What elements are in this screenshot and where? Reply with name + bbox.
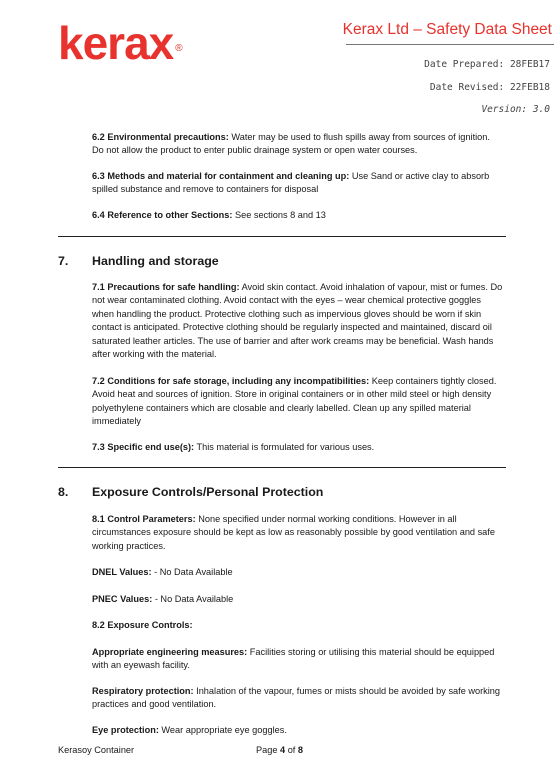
- section-6-2-label: 6.2 Environmental precautions:: [92, 132, 229, 142]
- eye-protection-text: Wear appropriate eye goggles.: [158, 725, 287, 735]
- header-divider: [346, 44, 554, 45]
- engineering-measures-text: Facilities storing or utilising this material should be equipped with an eyewash facility.: [92, 647, 495, 671]
- pnec-values: [92, 593, 504, 606]
- date-prepared: Date Prepared: 28FEB17: [424, 59, 550, 70]
- section-6-4-label: 6.4 Reference to other Sections:: [92, 210, 233, 220]
- section-6-2-text: Water may be used to flush spills away from sources of ignition. Do not allow the product to enter public drainage system or open water courses.: [92, 132, 490, 156]
- dnel-text: - No Data Available: [151, 567, 233, 577]
- document-title: Kerax Ltd – Safety Data Sheet: [342, 21, 552, 38]
- section-divider: [58, 236, 506, 237]
- dnel-label: DNEL Values:: [92, 567, 152, 577]
- page-current: 4: [280, 745, 286, 755]
- version-label: Version: 3.0: [481, 104, 550, 115]
- section-6-3-paragraph: [92, 170, 504, 197]
- section-8-2-label: 8.2 Exposure Controls:: [92, 620, 193, 630]
- section-8-1-text: None specified under normal working conditions. However in all circumstances exposure should be kept as low as reasonably possible by good ventilation and safe working practices.: [92, 514, 495, 551]
- section-7-3-paragraph: [92, 441, 504, 454]
- section-7-3-text: This material is formulated for various uses.: [194, 442, 375, 452]
- page-prefix: Page: [256, 745, 281, 755]
- dnel-values: [92, 566, 504, 579]
- section-6-3-label: 6.3 Methods and material for containment and cleaning up:: [92, 171, 350, 181]
- section-8-2-heading: [92, 619, 504, 632]
- date-revised: Date Revised: 22FEB18: [429, 82, 550, 93]
- section-8-title: Exposure Controls/Personal Protection: [92, 485, 324, 499]
- page-total: 8: [297, 745, 304, 755]
- section-7-number: 7.: [58, 254, 69, 268]
- section-7-1-paragraph: [92, 281, 504, 361]
- kerax-logo: [58, 17, 182, 69]
- section-divider: [58, 467, 506, 468]
- section-7-3-label: 7.3 Specific end use(s):: [92, 442, 195, 452]
- eye-protection-label: Eye protection:: [92, 725, 159, 735]
- footer-product-name: Kerasoy Container: [58, 745, 135, 755]
- pnec-text: - No Data Available: [152, 594, 234, 604]
- respiratory-protection-text: Inhalation of the vapour, fumes or mists should be avoided by safe working practices and good ventilation.: [92, 686, 501, 710]
- engineering-measures-label: Appropriate engineering measures:: [92, 647, 248, 657]
- section-8-number: 8.: [58, 485, 69, 499]
- registered-mark: ®: [175, 43, 182, 54]
- section-7-2-label: 7.2 Conditions for safe storage, including any incompatibilities:: [92, 376, 370, 386]
- section-8-1-paragraph: [92, 513, 504, 553]
- logo-text: kerax: [58, 17, 174, 69]
- section-7-2-paragraph: [92, 375, 504, 429]
- pnec-label: PNEC Values:: [92, 594, 153, 604]
- eye-protection-paragraph: [92, 724, 504, 737]
- engineering-measures-paragraph: [92, 646, 504, 673]
- section-7-1-text: Avoid skin contact. Avoid inhalation of vapour, mist or fumes. Do not wear contaminated clothing. Avoid contact with the eyes – wear chemical protective goggles when handling the product. Protective clothing such as impervious gloves should be worn if skin contact is anticipated. Protective clothing should be regularly inspected and maintained, discard oil saturated leather articles. The use of barrier and after work creams may be beneficial. Wash hands after working with the material.: [92, 282, 503, 360]
- respiratory-protection-label: Respiratory protection:: [92, 686, 194, 696]
- section-6-4-text: See sections 8 and 13: [232, 210, 326, 220]
- page-of: of: [285, 745, 298, 755]
- section-7-1-label: 7.1 Precautions for safe handling:: [92, 282, 240, 292]
- section-8-1-label: 8.1 Control Parameters:: [92, 514, 196, 524]
- section-7-2-text: Keep containers tightly closed. Avoid heat and sources of ignition. Store in original containers or in other mild steel or high density polyethylene containers which are closable and clearly labelled. Clean up any spilled material immediately: [92, 376, 497, 427]
- section-6-4-paragraph: [92, 209, 504, 222]
- footer-page-number: [256, 745, 303, 755]
- respiratory-protection-paragraph: [92, 685, 504, 712]
- section-7-title: Handling and storage: [92, 254, 219, 268]
- section-6-2-paragraph: [92, 131, 504, 158]
- section-6-3-text: Use Sand or active clay to absorb spilled substance and remove to containers for disposal: [92, 171, 490, 195]
